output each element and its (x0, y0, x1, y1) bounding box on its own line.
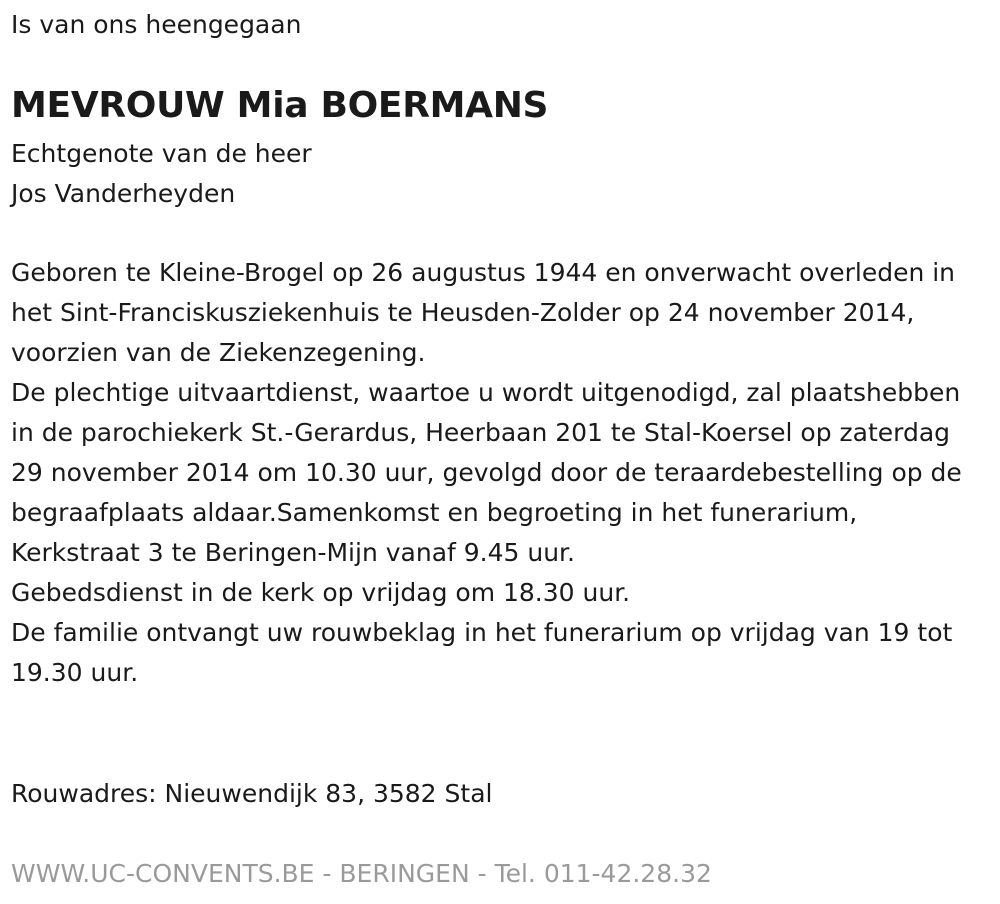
mourning-address: Rouwadres: Nieuwendijk 83, 3582 Stal (11, 779, 493, 808)
intro-text: Is van ons heengegaan (11, 10, 302, 39)
deceased-name: MEVROUW Mia BOERMANS (11, 85, 549, 126)
prayer-service-paragraph: Gebedsdienst in de kerk op vrijdag om 18.30 uur. (11, 578, 631, 607)
birth-death-paragraph: Geboren te Kleine-Brogel op 26 augustus 1944 en onverwacht overleden in het Sint-Franciskusziekenhuis te Heusden-Zolder op 24 november 2014, voorzien van de Ziekenzegening. (11, 258, 956, 367)
notice-body (11, 253, 986, 693)
funeral-service-paragraph: De plechtige uitvaartdienst, waartoe u wordt uitgenodigd, zal plaatshebben in de parochiekerk St.-Gerardus, Heerbaan 201 te Stal-Koersel op zaterdag 29 november 2014 om 10.30 uur, gevolgd door de teraardebestelling op de begraafplaats aldaar.Samenkomst en begroeting in het funerarium, Kerkstraat 3 te Beringen-Mijn vanaf 9.45 uur. (11, 378, 962, 567)
spouse-block (11, 134, 312, 214)
condolence-paragraph: De familie ontvangt uw rouwbeklag in het funerarium op vrijdag van 19 tot 19.30 uur. (11, 618, 953, 687)
footer-contact: WWW.UC-CONVENTS.BE - BERINGEN - Tel. 011-42.28.32 (11, 859, 712, 888)
spouse-line-1: Echtgenote van de heer (11, 139, 312, 168)
spouse-line-2: Jos Vanderheyden (11, 179, 236, 208)
